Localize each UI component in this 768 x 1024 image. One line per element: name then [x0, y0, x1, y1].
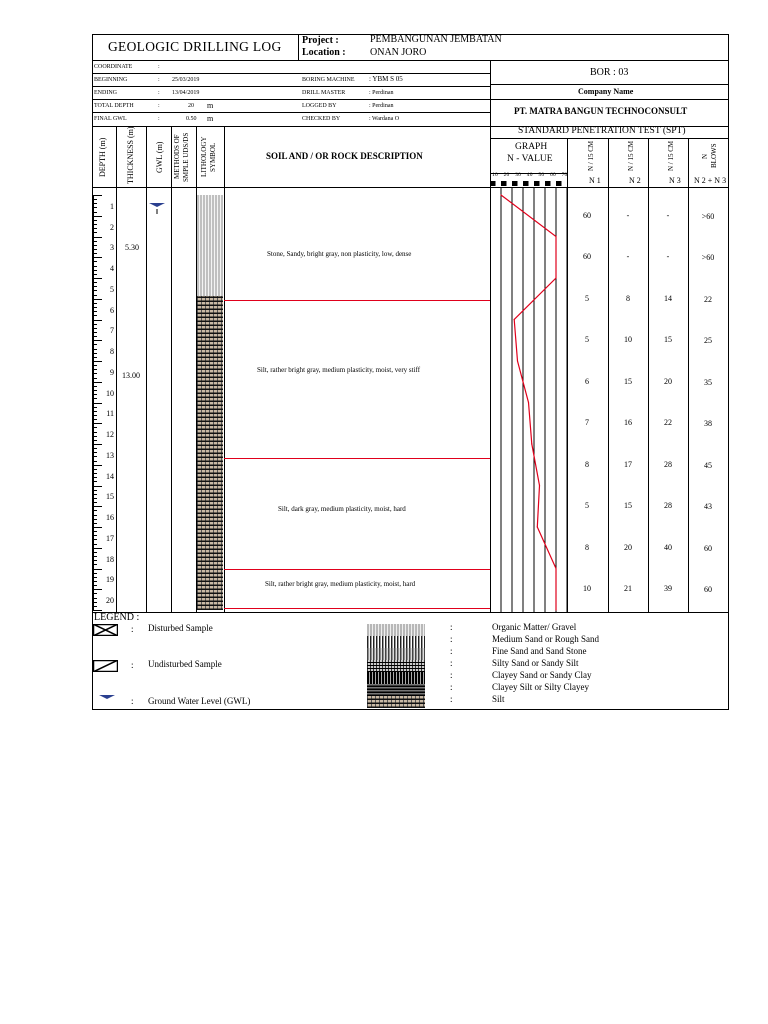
legend-colon: : [450, 694, 453, 704]
depth-ruler-line [93, 195, 94, 610]
legend-soil-type: Medium Sand or Rough Sand [492, 634, 599, 644]
depth-label: 8 [110, 347, 114, 356]
n15-header-a: N / 15 CM [587, 140, 595, 172]
gwl-header: GWL (m) [155, 141, 164, 173]
legend-soil-type: Fine Sand and Sand Stone [492, 646, 587, 656]
n-blows-header-line2: BLOWS [710, 143, 718, 169]
gwl-marker-icon [148, 200, 166, 216]
spt-n3-value: 15 [664, 335, 672, 345]
spt-n1-value: 7 [585, 418, 589, 428]
spt-n3-value: 39 [664, 584, 672, 594]
legend-right-list [450, 623, 650, 709]
depth-label: 15 [106, 492, 114, 502]
n-value-point [514, 319, 515, 320]
depth-label: 5 [110, 284, 114, 294]
depth-label: 17 [106, 533, 114, 543]
depth-tick [93, 465, 102, 466]
legend-colon: : [450, 658, 453, 668]
legend-undisturbed: Undisturbed Sample [148, 659, 222, 669]
spt-n3-value: 20 [664, 376, 672, 386]
spt-n23-value: 35 [704, 377, 712, 387]
lithology-header-line1: LITHOLOGY [200, 136, 208, 178]
checked-by-value: : Wardana O [369, 116, 400, 122]
layer-thickness: 13.00 [122, 371, 140, 380]
spt-n2-value: 20 [624, 542, 632, 552]
spt-n23-value: 60 [704, 585, 712, 595]
spt-n2-value: 17 [624, 459, 632, 469]
spt-n3-value: - [666, 210, 670, 220]
depth-tick [93, 382, 102, 383]
layer-boundary [224, 300, 490, 301]
spt-n1-value: 5 [585, 293, 589, 303]
spt-n2-value: 8 [626, 293, 630, 303]
final-gwl-unit: m [207, 114, 214, 123]
depth-label: 2 [110, 222, 114, 232]
depth-header: DEPTH (m) [98, 137, 107, 177]
spt-n2-value: 16 [624, 418, 632, 428]
legend-swatches [367, 624, 425, 708]
depth-tick [93, 527, 102, 528]
spt-n2-value: 21 [624, 584, 632, 594]
legend-disturbed: Disturbed Sample [148, 623, 213, 633]
depth-tick [93, 299, 102, 300]
methods-header-line1: METHODS OF [173, 134, 181, 180]
depth-tick [93, 257, 102, 258]
legend-colon: : [450, 670, 453, 680]
legend-colon: : [131, 696, 134, 706]
depth-tick [93, 569, 102, 570]
layer-description: Silt, rather bright gray, medium plasticity, moist, very stiff [257, 366, 421, 374]
depth-tick [93, 320, 102, 321]
beginning-value: 25/03/2019 [172, 77, 200, 83]
scale-tick-labels: 10 20 30 40 50 60 70 [492, 172, 568, 178]
depth-tick [93, 195, 102, 196]
lithology-header-line2: SYMBOL [209, 142, 217, 172]
lithology-stone-sandy [197, 195, 223, 296]
swatch-silty-sand [367, 660, 425, 672]
location-label: Location : [302, 47, 346, 58]
n-value-point [555, 568, 556, 569]
depth-label: 7 [110, 326, 114, 336]
depth-label: 13 [106, 450, 114, 460]
description-header: SOIL AND / OR ROCK DESCRIPTION [266, 151, 423, 161]
undisturbed-sample-icon [93, 660, 118, 672]
n-blows-header-line1: N [701, 153, 709, 159]
swatch-silt [367, 696, 425, 708]
legend-colon: : [450, 646, 453, 656]
spt-n1-value: 5 [585, 501, 589, 511]
colon: : [158, 116, 160, 122]
ending-value: 13/04/2019 [172, 90, 200, 96]
beginning-label: BEGINNING [94, 77, 128, 83]
spt-n2-value: - [626, 210, 630, 220]
spt-n3-value: 28 [664, 459, 672, 469]
ending-label: ENDING [94, 90, 117, 96]
swatch-organic-gravel [367, 624, 425, 636]
company-label: Company Name [578, 87, 634, 96]
spt-n1-value: 6 [585, 376, 589, 386]
spt-n23-value: 38 [704, 419, 712, 429]
legend-gwl: Ground Water Level (GWL) [148, 696, 251, 706]
depth-label: 3 [110, 243, 114, 253]
depth-label: 14 [106, 471, 114, 481]
depth-label: 11 [106, 409, 114, 419]
spt-n3-value: 14 [664, 293, 672, 303]
depth-tick [93, 361, 102, 362]
colon: : [158, 103, 160, 109]
layer-boundary [224, 458, 490, 459]
swatch-medium-sand [367, 636, 425, 648]
depth-tick [93, 486, 102, 487]
legend-soil-type: Organic Matter/ Gravel [492, 622, 577, 632]
depth-tick [93, 423, 102, 424]
layer-boundary [224, 608, 490, 609]
company-name: PT. MATRA BANGUN TECHNOCONSULT [514, 106, 688, 116]
project-value: PEMBANGUNAN JEMBATAN [370, 34, 502, 45]
n-value-point [555, 236, 556, 237]
depth-label: 18 [106, 554, 114, 564]
boring-machine-value: : YBM S 05 [369, 75, 403, 83]
n15-header-b: N / 15 CM [627, 140, 635, 172]
depth-label: 10 [106, 388, 114, 398]
bor-number: BOR : 03 [590, 67, 629, 78]
logged-by-label: LOGGED BY [302, 103, 337, 109]
methods-header [172, 129, 196, 185]
legend-soil-type: Silt [492, 694, 505, 704]
spt-n3-value: 40 [664, 542, 672, 552]
spt-n23-value: 43 [704, 502, 712, 512]
depth-label: 20 [106, 596, 114, 605]
n23-header: N 2 + N 3 [694, 176, 727, 185]
coordinate-value: : [158, 64, 160, 70]
disturbed-sample-icon [93, 624, 118, 636]
layer-boundary [224, 569, 490, 570]
colon: : [158, 77, 160, 83]
n-value-point [528, 402, 529, 403]
n2-header: N 2 [629, 176, 641, 185]
methods-header-line2: SMPLE UDS/DS [182, 132, 190, 182]
thickness-header: THICKNESS (m) [126, 126, 135, 184]
layer-description: Silt, dark gray, medium plasticity, moist, hard [278, 505, 406, 513]
project-label: Project : [302, 35, 339, 46]
checked-by-label: CHECKED BY [302, 116, 341, 122]
spt-n23-value: 25 [704, 336, 712, 346]
n1-header: N 1 [589, 176, 601, 185]
spt-title: STANDARD PENETRATION TEST (SPT) [518, 126, 686, 136]
depth-tick [93, 216, 102, 217]
depth-label: 6 [110, 305, 114, 315]
location-value: ONAN JORO [370, 47, 427, 58]
spt-n1-value: 10 [583, 584, 591, 594]
depth-tick [93, 340, 102, 341]
spt-n23-value: 45 [704, 460, 712, 470]
lithology-silt [197, 296, 223, 610]
logged-by-value: : Perdinan [369, 103, 394, 109]
depth-tick [93, 237, 102, 238]
n-value-point [531, 443, 532, 444]
spt-n3-value: 28 [664, 501, 672, 511]
spt-n3-value: - [666, 252, 670, 262]
legend-colon: : [450, 682, 453, 692]
gwl-legend-icon [99, 693, 115, 701]
lithology-column [197, 195, 223, 610]
depth-tick [93, 589, 102, 590]
n3-header: N 3 [669, 176, 681, 185]
layer-thickness: 5.30 [125, 243, 139, 252]
depth-label: 1 [110, 201, 114, 211]
final-gwl-label: FINAL GWL [94, 116, 127, 122]
drill-master-value: : Perdinan [369, 90, 394, 96]
depth-label: 16 [106, 513, 114, 522]
graph-title: GRAPH [515, 142, 548, 152]
legend-soil-type: Silty Sand or Sandy Silt [492, 658, 579, 668]
total-depth-label: TOTAL DEPTH [94, 103, 134, 109]
colon: : [158, 90, 160, 96]
depth-tick [93, 444, 102, 445]
n-value-point [537, 526, 538, 527]
spt-n2-value: - [626, 252, 630, 262]
total-depth-value: 20 [188, 103, 194, 109]
spt-n23-value: 22 [704, 294, 712, 304]
coordinate-label: COORDINATE [94, 64, 133, 70]
spt-table [567, 187, 729, 612]
spt-n1-value: 8 [585, 542, 589, 552]
legend-colon: : [131, 660, 134, 670]
n-value-point [539, 485, 540, 486]
total-depth-unit: m [207, 101, 214, 110]
n-blows-header [700, 139, 724, 173]
n-value-point [517, 360, 518, 361]
swatch-clayey-sand [367, 672, 425, 684]
boring-machine-label: BORING MACHINE [302, 77, 355, 83]
spt-n23-value: >60 [701, 253, 715, 263]
spt-n2-value: 15 [624, 376, 632, 386]
layer-description: Stone, Sandy, bright gray, non plasticity, low, dense [267, 250, 412, 258]
depth-tick [93, 506, 102, 507]
spt-n1-value: 60 [583, 252, 591, 262]
legend-colon: : [450, 622, 453, 632]
drill-master-label: DRILL MASTER [302, 90, 346, 96]
spt-n23-value: 60 [704, 543, 712, 553]
spt-n2-value: 10 [624, 335, 632, 345]
swatch-clayey-silt [367, 684, 425, 696]
n-value-point [500, 194, 501, 195]
legend-colon: : [450, 634, 453, 644]
layer-description: Silt, rather bright gray, medium plasticity, moist, hard [265, 580, 416, 588]
depth-label: 19 [106, 575, 114, 585]
legend-colon: : [131, 624, 134, 634]
n-value-graph [490, 187, 567, 612]
log-title: GEOLOGIC DRILLING LOG [108, 39, 282, 54]
depth-tick [93, 548, 102, 549]
spt-n1-value: 8 [585, 459, 589, 469]
swatch-fine-sand [367, 648, 425, 660]
graph-subtitle: N - VALUE [507, 154, 553, 164]
spt-n2-value: 15 [624, 501, 632, 511]
n-value-scale [490, 173, 567, 187]
final-gwl-value: 0.50 [186, 116, 197, 122]
depth-label: 12 [106, 430, 114, 439]
legend-soil-type: Clayey Sand or Sandy Clay [492, 670, 592, 680]
spt-n1-value: 60 [583, 210, 591, 220]
spt-n3-value: 22 [664, 418, 672, 428]
n-value-point [555, 277, 556, 278]
legend-soil-type: Clayey Silt or Silty Clayey [492, 682, 589, 692]
depth-ruler [93, 195, 116, 610]
depth-label: 4 [110, 264, 114, 273]
spt-n1-value: 5 [585, 335, 589, 345]
depth-tick [93, 610, 102, 611]
depth-label: 9 [110, 367, 114, 377]
lithology-header [199, 129, 223, 185]
n-value-point [555, 609, 556, 610]
n15-header-c: N / 15 CM [667, 140, 675, 172]
depth-tick [93, 403, 102, 404]
legend-title: LEGEND : [94, 612, 140, 623]
depth-tick [93, 278, 102, 279]
spt-n23-value: >60 [701, 211, 715, 221]
